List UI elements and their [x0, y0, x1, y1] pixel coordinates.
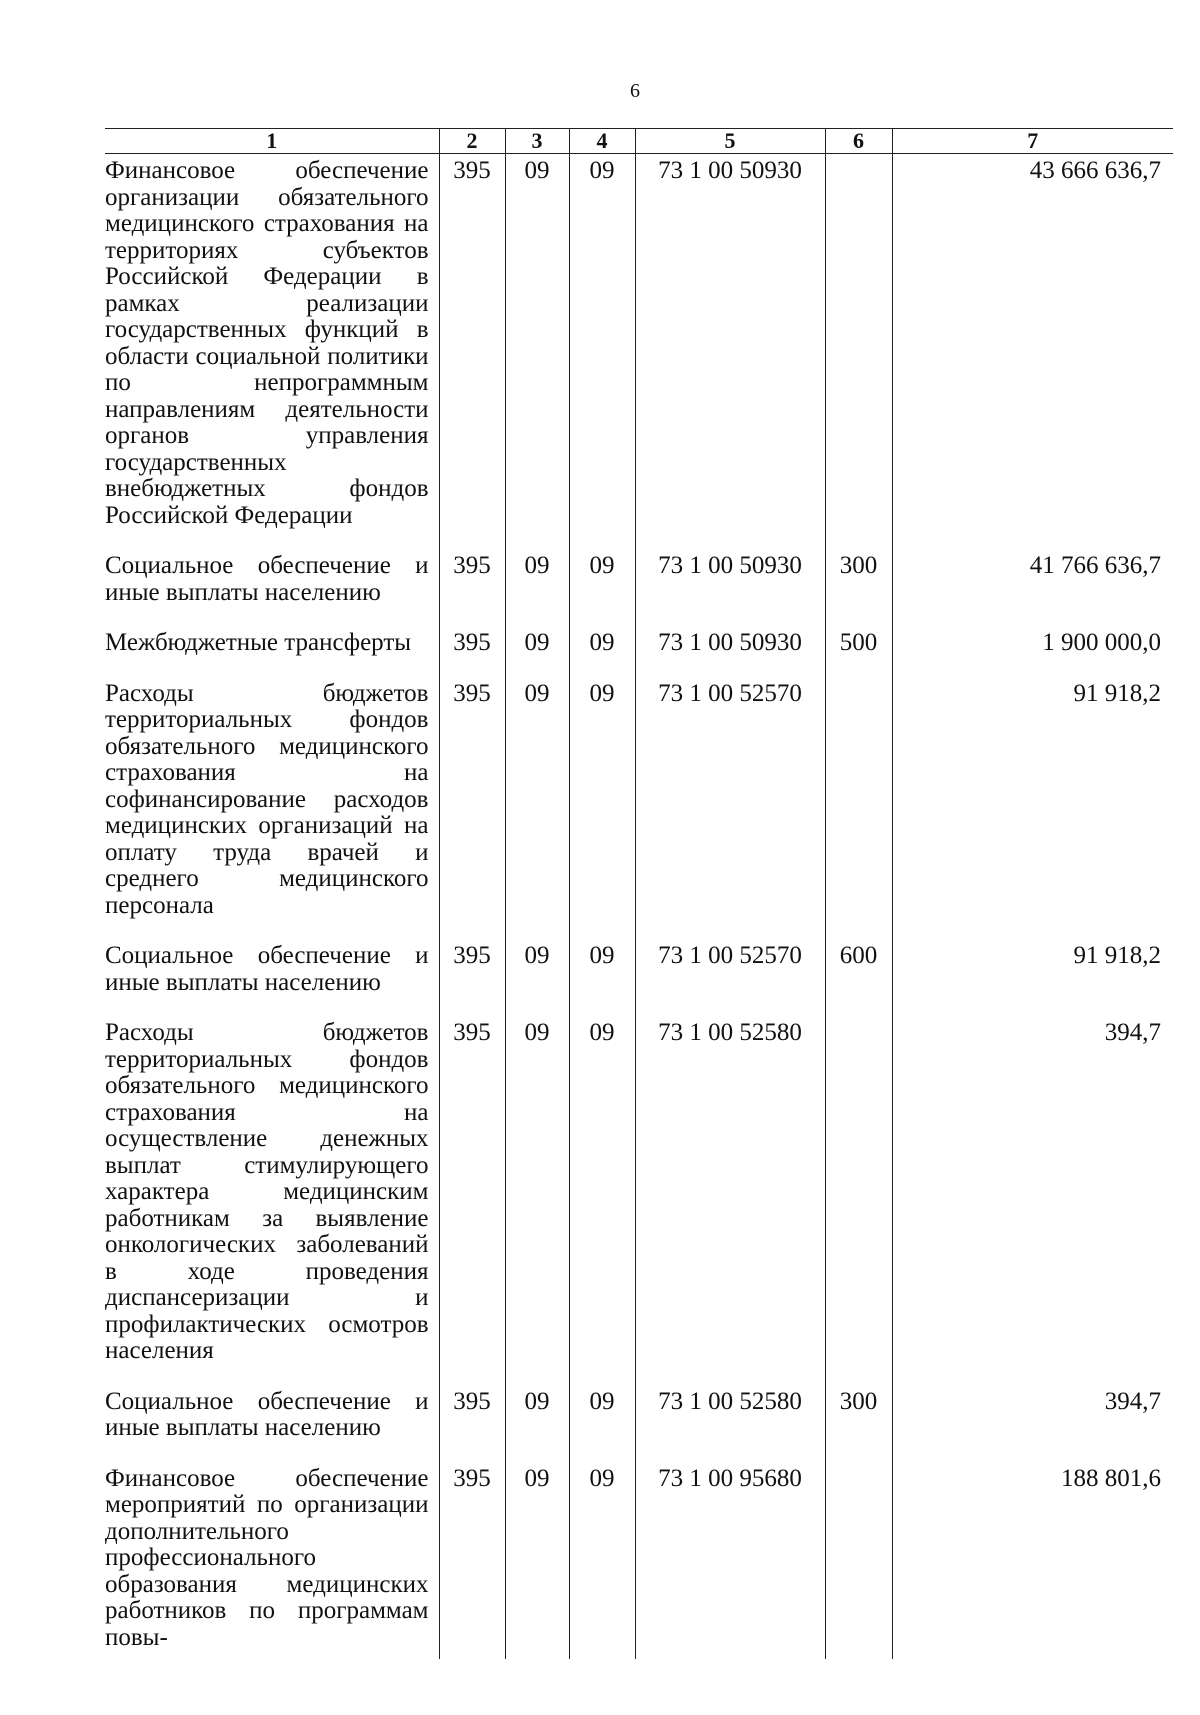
- row-amount: 91 918,2: [892, 677, 1173, 940]
- row-name: Социальное обеспечение и иные выплаты населению: [105, 1387, 429, 1441]
- row-code-5: 73 1 00 50930: [635, 549, 825, 626]
- row-code-2: 395: [439, 1016, 505, 1385]
- row-code-4: 09: [569, 549, 635, 626]
- row-code-3: 09: [505, 1462, 569, 1660]
- row-code-2: 395: [439, 626, 505, 677]
- table-row: [105, 154, 1173, 550]
- row-code-2: 395: [439, 1462, 505, 1660]
- row-code-3: 09: [505, 939, 569, 1016]
- row-name: Расходы бюджетов территориальных фондов обязательного медицинского страхования на софинансирование расходов медицинских организаций на оплату труда врачей и среднего медицинского персонала: [105, 679, 429, 919]
- row-name: Финансовое обеспечение организации обязательного медицинского страхования на территориях субъектов Российской Федерации в рамках реализации государственных функций в области социальной политики по непрограммным направлениям деятельности органов управления государственных внебюджетных фондов Российской Федерации: [105, 157, 429, 529]
- row-code-6: [825, 677, 892, 940]
- row-code-5: 73 1 00 52570: [635, 677, 825, 940]
- row-amount: 188 801,6: [892, 1462, 1173, 1660]
- row-code-2: 395: [439, 549, 505, 626]
- row-code-3: 09: [505, 154, 569, 550]
- header-row: [105, 129, 1173, 154]
- row-code-4: 09: [569, 1385, 635, 1462]
- row-code-2: 395: [439, 154, 505, 550]
- row-code-5: 73 1 00 52580: [635, 1016, 825, 1385]
- table-row: [105, 939, 1173, 1016]
- row-code-5: 73 1 00 95680: [635, 1462, 825, 1660]
- row-code-3: 09: [505, 549, 569, 626]
- row-code-6: 600: [825, 939, 892, 1016]
- budget-table: [105, 128, 1173, 1659]
- column-header-4: 4: [569, 129, 635, 154]
- page-number: 6: [630, 80, 640, 102]
- row-code-6: 500: [825, 626, 892, 677]
- row-amount: 394,7: [892, 1385, 1173, 1462]
- row-amount: 394,7: [892, 1016, 1173, 1385]
- row-name: Межбюджетные трансферты: [105, 629, 412, 656]
- table-row: [105, 626, 1173, 677]
- row-code-3: 09: [505, 626, 569, 677]
- row-name: Финансовое обеспечение мероприятий по организации дополнительного профессионального образования медицинских работников по программам повы-: [105, 1464, 429, 1651]
- row-code-4: 09: [569, 154, 635, 550]
- row-code-4: 09: [569, 1016, 635, 1385]
- row-code-3: 09: [505, 1016, 569, 1385]
- row-code-5: 73 1 00 52580: [635, 1385, 825, 1462]
- row-code-4: 09: [569, 677, 635, 940]
- row-code-2: 395: [439, 1385, 505, 1462]
- column-header-6: 6: [825, 129, 892, 154]
- row-code-2: 395: [439, 939, 505, 1016]
- table-row: [105, 677, 1173, 940]
- row-name: Социальное обеспечение и иные выплаты населению: [105, 552, 429, 606]
- column-header-1: 1: [105, 129, 439, 154]
- row-code-6: 300: [825, 1385, 892, 1462]
- row-code-4: 09: [569, 939, 635, 1016]
- row-amount: 91 918,2: [892, 939, 1173, 1016]
- row-code-5: 73 1 00 50930: [635, 154, 825, 550]
- row-amount: 41 766 636,7: [892, 549, 1173, 626]
- table-row: [105, 1462, 1173, 1660]
- column-header-3: 3: [505, 129, 569, 154]
- row-code-6: 300: [825, 549, 892, 626]
- column-header-7: 7: [892, 129, 1173, 154]
- row-code-6: [825, 154, 892, 550]
- column-header-2: 2: [439, 129, 505, 154]
- row-code-6: [825, 1462, 892, 1660]
- row-code-2: 395: [439, 677, 505, 940]
- row-code-5: 73 1 00 50930: [635, 626, 825, 677]
- table-row: [105, 549, 1173, 626]
- column-header-5: 5: [635, 129, 825, 154]
- table-row: [105, 1385, 1173, 1462]
- row-code-4: 09: [569, 1462, 635, 1660]
- row-code-3: 09: [505, 677, 569, 940]
- row-amount: 43 666 636,7: [892, 154, 1173, 550]
- row-code-4: 09: [569, 626, 635, 677]
- row-name: Расходы бюджетов территориальных фондов обязательного медицинского страхования на осуществление денежных выплат стимулирующего характера медицинским работникам за выявление онкологических заболеваний в ходе проведения диспансеризации и профилактических осмотров населения: [105, 1019, 429, 1364]
- table-row: [105, 1016, 1173, 1385]
- row-code-3: 09: [505, 1385, 569, 1462]
- row-amount: 1 900 000,0: [892, 626, 1173, 677]
- row-name: Социальное обеспечение и иные выплаты населению: [105, 942, 429, 996]
- row-code-5: 73 1 00 52570: [635, 939, 825, 1016]
- row-code-6: [825, 1016, 892, 1385]
